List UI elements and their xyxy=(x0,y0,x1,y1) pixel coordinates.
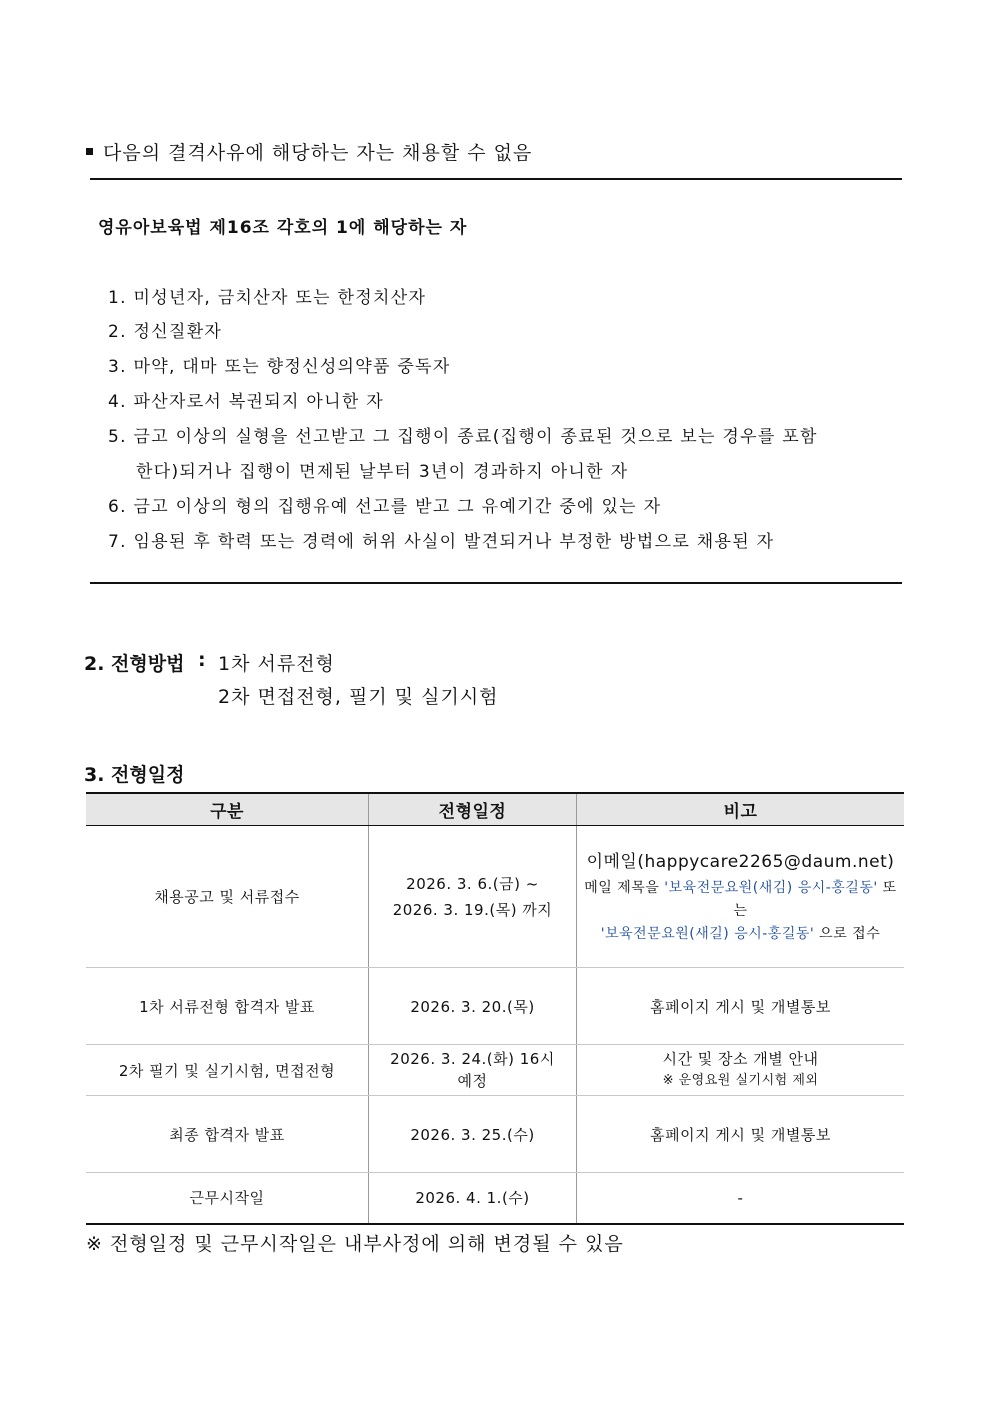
subject-example: '보육전문요원(새김) 응시-홍길동' xyxy=(664,880,878,896)
stage-cell: 1차 서류전형 합격자 발표 xyxy=(86,968,369,1045)
disqualification-subheading: 영유아보육법 제16조 각호의 1에 해당하는 자 xyxy=(98,218,468,238)
table-row xyxy=(86,968,904,1045)
note-cell xyxy=(577,826,905,968)
email-address: 이메일(happycare2265@daum.net) xyxy=(586,852,895,872)
selection-method-line: 1차 서류전형 xyxy=(218,653,335,675)
disqualification-item: 2. 정신질환자 xyxy=(108,322,223,342)
date-cell xyxy=(369,826,577,968)
schedule-title: 3. 전형일정 xyxy=(84,764,185,786)
date-line: 2026. 3. 24.(화) 16시 xyxy=(390,1050,555,1068)
stage-cell: 채용공고 및 서류접수 xyxy=(86,826,369,968)
top-divider xyxy=(90,178,902,180)
note-line xyxy=(583,877,898,923)
bottom-divider xyxy=(90,582,902,584)
disqualification-item-continuation: 한다)되거나 집행이 면제된 날부터 3년이 경과하지 아니한 자 xyxy=(136,462,629,482)
note-line xyxy=(583,923,898,946)
date-cell: 2026. 3. 20.(목) xyxy=(369,968,577,1045)
schedule-footnote: ※ 전형일정 및 근무시작일은 내부사정에 의해 변경될 수 있음 xyxy=(86,1233,624,1255)
disqualification-item: 4. 파산자로서 복권되지 아니한 자 xyxy=(108,392,385,412)
disqualification-item: 3. 마약, 대마 또는 향정신성의약품 중독자 xyxy=(108,357,451,377)
disqualification-item: 7. 임용된 후 학력 또는 경력에 허위 사실이 발견되거나 부정한 방법으로 채용된 자 xyxy=(108,532,775,552)
disqualification-heading-text: 다음의 결격사유에 해당하는 자는 채용할 수 없음 xyxy=(103,142,533,164)
square-bullet-icon xyxy=(86,148,93,155)
selection-method-line: 2차 면접전형, 필기 및 실기시험 xyxy=(218,686,499,708)
subject-example: '보육전문요원(새길) 응시-홍길동' xyxy=(600,926,815,942)
table-row xyxy=(86,1045,904,1096)
header-stage: 구분 xyxy=(86,793,369,826)
stage-cell: 최종 합격자 발표 xyxy=(86,1096,369,1173)
table-row xyxy=(86,826,904,968)
date-line: 2026. 3. 6.(금) ~ xyxy=(406,874,539,893)
note-cell xyxy=(577,1045,905,1096)
table-row xyxy=(86,1173,904,1224)
stage-cell: 2차 필기 및 실기시험, 면접전형 xyxy=(86,1045,369,1096)
date-cell xyxy=(369,1045,577,1096)
disqualification-item: 5. 금고 이상의 실형을 선고받고 그 집행이 종료(집행이 종료된 것으로 보는 경우를 포함 xyxy=(108,427,818,447)
note-prefix: 메일 제목을 xyxy=(584,880,665,896)
schedule-header-row xyxy=(86,793,904,826)
note-line: 시간 및 장소 개별 안내 xyxy=(662,1050,819,1068)
header-date: 전형일정 xyxy=(369,793,577,826)
schedule-table xyxy=(86,792,904,1225)
date-cell: 2026. 3. 25.(수) xyxy=(369,1096,577,1173)
disqualification-item: 1. 미성년자, 금치산자 또는 한정치산자 xyxy=(108,288,427,308)
note-cell: - xyxy=(577,1173,905,1224)
disqualification-item: 6. 금고 이상의 형의 집행유예 선고를 받고 그 유예기간 중에 있는 자 xyxy=(108,497,662,517)
date-line: 2026. 3. 19.(목) 까지 xyxy=(392,900,553,919)
disqualification-heading xyxy=(86,138,532,165)
header-note: 비고 xyxy=(577,793,905,826)
note-cell: 홈페이지 게시 및 개별통보 xyxy=(577,1096,905,1173)
selection-method-label: 2. 전형방법 xyxy=(84,653,185,675)
selection-method-colon: : xyxy=(198,649,206,671)
note-line: ※ 운영요원 실기시험 제외 xyxy=(662,1073,819,1088)
note-cell: 홈페이지 게시 및 개별통보 xyxy=(577,968,905,1045)
note-middle: 또는 xyxy=(733,880,897,919)
note-suffix: 으로 접수 xyxy=(814,926,881,942)
table-row xyxy=(86,1096,904,1173)
stage-cell: 근무시작일 xyxy=(86,1173,369,1224)
date-cell: 2026. 4. 1.(수) xyxy=(369,1173,577,1224)
date-line: 예정 xyxy=(457,1072,488,1090)
